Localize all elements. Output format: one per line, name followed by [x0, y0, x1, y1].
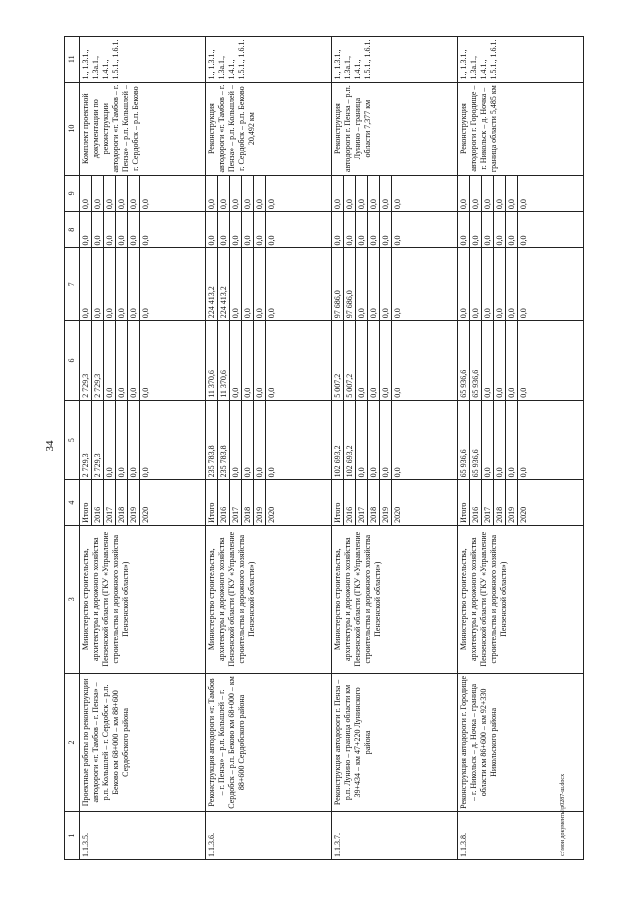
funding-value: 0,0 [254, 176, 266, 211]
funding-value: 0,0 [458, 212, 470, 247]
year-label: 2020 [141, 506, 150, 523]
year-label: 2016 [344, 480, 356, 524]
measure-name: Проектные работы по реконструкции автодороги «г. Тамбов – г. Пенза» – р.п. Кольшлей – г. Сердобск – р.п. Беково км 68+000 – км 88+600 Сердобского района [80, 673, 206, 812]
funding-c7 [206, 248, 332, 321]
funding-value: 0,0 [393, 467, 402, 478]
year-label: 2019 [380, 480, 392, 524]
funding-value: 2 729,3 [80, 401, 92, 480]
page-number: 34 [44, 440, 56, 452]
funding-value: 0,0 [506, 401, 518, 480]
funding-value: 65 936,6 [470, 321, 482, 400]
funding-value: 0,0 [393, 199, 402, 210]
funding-c8 [332, 212, 458, 248]
funding-value: 65 936,6 [458, 401, 470, 480]
year-label: 2016 [92, 480, 104, 524]
funding-value: 0,0 [368, 212, 380, 247]
funding-value: 0,0 [206, 212, 218, 247]
funding-value: 0,0 [80, 212, 92, 247]
funding-c9 [458, 175, 584, 211]
expected-result: Реконструкция автодороги г. Городище – г. Никольск – д. Ночка – граница области 5,485 км [458, 82, 584, 175]
funding-value: 0,0 [506, 248, 518, 320]
funding-value: 5 007,2 [332, 321, 344, 400]
header-col-10: 10 [65, 82, 80, 175]
funding-value: 0,0 [128, 248, 140, 320]
funding-value: 235 783,8 [218, 401, 230, 480]
funding-value: 0,0 [242, 176, 254, 211]
year-label: 2019 [254, 480, 266, 524]
year-label: Итого [80, 480, 92, 524]
funding-c5 [206, 400, 332, 480]
funding-value: 0,0 [92, 176, 104, 211]
funding-value: 0,0 [344, 176, 356, 211]
year-label: 2020 [267, 506, 276, 523]
funding-value: 0,0 [242, 248, 254, 320]
funding-value: 0,0 [141, 235, 150, 246]
funding-value: 0,0 [368, 401, 380, 480]
funding-value: 0,0 [242, 401, 254, 480]
funding-value: 97 686,0 [332, 248, 344, 320]
funding-value: 0,0 [519, 199, 528, 210]
funding-value: 0,0 [242, 212, 254, 247]
funding-value: 0,0 [141, 467, 150, 478]
year-label: 2017 [356, 480, 368, 524]
funding-value: 0,0 [356, 248, 368, 320]
funding-value: 102 693,2 [344, 401, 356, 480]
year-label: Итого [458, 480, 470, 524]
indicator-refs: 1., 1.3.1., 1.3а.1., 1.4.1., 1.5.1., 1.6.1. [332, 37, 458, 83]
funding-value: 0,0 [141, 387, 150, 398]
funding-value: 0,0 [470, 176, 482, 211]
funding-value: 0,0 [104, 176, 116, 211]
year-label: Итого [206, 480, 218, 524]
funding-c9 [332, 175, 458, 211]
funding-c7 [458, 248, 584, 321]
indicator-refs: 1., 1.3.1., 1.3а.1., 1.4.1., 1.5.1., 1.6.1. [458, 37, 584, 83]
funding-value: 5 007,2 [344, 321, 356, 400]
year-cell [206, 480, 332, 525]
header-col-2: 2 [65, 673, 80, 812]
expected-result: Реконструкция автодороги г. Пенза – р.п. Лунино – граница области 7,377 км [332, 82, 458, 175]
funding-c6 [80, 321, 206, 401]
funding-value: 0,0 [380, 321, 392, 400]
funding-value: 0,0 [356, 176, 368, 211]
funding-value: 0,0 [230, 212, 242, 247]
footer-file-path: c:\мои документы\p0287-ш.docx [560, 773, 566, 856]
funding-value: 0,0 [141, 199, 150, 210]
funding-value: 0,0 [380, 401, 392, 480]
funding-value: 0,0 [470, 212, 482, 247]
funding-value: 0,0 [242, 321, 254, 400]
year-label: 2020 [519, 506, 528, 523]
year-cell [332, 480, 458, 525]
funding-value: 0,0 [458, 176, 470, 211]
funding-value: 0,0 [368, 321, 380, 400]
year-label: Итого [332, 480, 344, 524]
funding-value: 0,0 [368, 248, 380, 320]
funding-c9 [80, 175, 206, 211]
program-table [64, 36, 584, 860]
year-label: 2018 [116, 480, 128, 524]
funding-value: 0,0 [482, 401, 494, 480]
year-label: 2020 [393, 506, 402, 523]
header-col-5: 5 [65, 400, 80, 480]
funding-c5 [80, 400, 206, 480]
funding-value: 0,0 [482, 212, 494, 247]
year-cell [458, 480, 584, 525]
funding-value: 0,0 [332, 176, 344, 211]
funding-value: 0,0 [267, 199, 276, 210]
funding-value: 0,0 [104, 212, 116, 247]
table-body [80, 37, 584, 860]
row-number: 1.1.3.5. [80, 812, 206, 860]
funding-value: 0,0 [230, 248, 242, 320]
funding-value: 0,0 [506, 321, 518, 400]
funding-value: 0,0 [116, 212, 128, 247]
funding-value: 0,0 [128, 212, 140, 247]
funding-value: 11 370,6 [218, 321, 230, 400]
funding-value: 0,0 [494, 321, 506, 400]
table-row [80, 37, 206, 860]
funding-value: 0,0 [519, 235, 528, 246]
funding-c7 [332, 248, 458, 321]
funding-value: 0,0 [92, 212, 104, 247]
funding-value: 0,0 [116, 321, 128, 400]
header-col-1: 1 [65, 812, 80, 860]
funding-value: 0,0 [458, 248, 470, 320]
funding-value: 0,0 [494, 248, 506, 320]
funding-value: 0,0 [267, 467, 276, 478]
funding-value: 0,0 [218, 176, 230, 211]
header-col-4: 4 [65, 480, 80, 525]
header-col-7: 7 [65, 248, 80, 321]
funding-value: 0,0 [494, 212, 506, 247]
funding-value: 0,0 [206, 176, 218, 211]
funding-value: 224 413,2 [206, 248, 218, 320]
funding-value: 0,0 [356, 212, 368, 247]
funding-value: 0,0 [393, 387, 402, 398]
executor: Министерство строительства, архитектуры и дорожного хозяйства Пензенской области (ГКУ «Управление строительства и дорожного хозяйства Пензенской области») [206, 525, 332, 673]
funding-value: 0,0 [267, 308, 276, 319]
header-col-3: 3 [65, 525, 80, 673]
funding-c8 [80, 212, 206, 248]
funding-value: 0,0 [344, 212, 356, 247]
funding-value: 0,0 [519, 467, 528, 478]
row-number: 1.1.3.7. [332, 812, 458, 860]
funding-value: 0,0 [506, 176, 518, 211]
funding-c7 [80, 248, 206, 321]
funding-value: 0,0 [356, 401, 368, 480]
funding-value: 0,0 [506, 212, 518, 247]
funding-value: 2 729,3 [92, 401, 104, 480]
funding-value: 0,0 [116, 176, 128, 211]
program-table-wrapper [64, 36, 584, 860]
header-col-11: 11 [65, 37, 80, 83]
funding-value: 102 693,2 [332, 401, 344, 480]
year-label: 2019 [128, 480, 140, 524]
funding-value: 0,0 [393, 235, 402, 246]
funding-value: 0,0 [254, 248, 266, 320]
funding-value: 0,0 [104, 248, 116, 320]
expected-result: Реконструкция автодороги «г. Тамбов – г. Пенза» – р.п. Кольшлей – г. Сердобск – р.п. Беково 20,492 км [206, 82, 332, 175]
funding-value: 0,0 [368, 176, 380, 211]
funding-c5 [458, 400, 584, 480]
funding-value: 0,0 [116, 248, 128, 320]
year-cell [80, 480, 206, 525]
funding-value: 0,0 [128, 401, 140, 480]
year-label: 2016 [470, 480, 482, 524]
funding-value: 0,0 [230, 321, 242, 400]
funding-value: 0,0 [380, 176, 392, 211]
funding-value: 0,0 [393, 308, 402, 319]
measure-name: Реконструкция автодороги «г. Тамбов – г. Пенза» – р.п. Кольшлей – г. Сердобск – р.п. Беково км 68+000 – км 88+600 Сердобского района [206, 673, 332, 812]
header-col-6: 6 [65, 321, 80, 401]
funding-value: 0,0 [128, 176, 140, 211]
funding-value: 0,0 [80, 176, 92, 211]
year-label: 2018 [494, 480, 506, 524]
funding-value: 0,0 [218, 212, 230, 247]
executor: Министерство строительства, архитектуры и дорожного хозяйства Пензенской области (ГКУ «Управление строительства и дорожного хозяйства Пензенской области») [332, 525, 458, 673]
funding-value: 235 783,8 [206, 401, 218, 480]
funding-value: 2 729,3 [92, 321, 104, 400]
funding-value: 2 729,3 [80, 321, 92, 400]
row-number: 1.1.3.8. [458, 812, 584, 860]
funding-value: 0,0 [267, 387, 276, 398]
funding-value: 0,0 [230, 176, 242, 211]
year-label: 2018 [368, 480, 380, 524]
funding-value: 0,0 [470, 248, 482, 320]
funding-value: 0,0 [104, 321, 116, 400]
year-label: 2017 [482, 480, 494, 524]
funding-c6 [332, 321, 458, 401]
indicator-refs: 1., 1.3.1., 1.3а.1., 1.4.1., 1.5.1., 1.6.1. [206, 37, 332, 83]
indicator-refs: 1., 1.3.1., 1.3а.1., 1.4.1., 1.5.1., 1.6.1. [80, 37, 206, 83]
funding-value: 0,0 [494, 176, 506, 211]
table-row [458, 37, 584, 860]
measure-name: Реконструкция автодороги г. Пенза – р.п. Лунино – граница области км 39+434 – км 47+220 Лунинского района [332, 673, 458, 812]
executor: Министерство строительства, архитектуры и дорожного хозяйства Пензенской области (ГКУ «Управление строительства и дорожного хозяйства Пензенской области») [80, 525, 206, 673]
funding-value: 0,0 [254, 321, 266, 400]
funding-c9 [206, 175, 332, 211]
year-label: 2017 [230, 480, 242, 524]
funding-value: 0,0 [482, 176, 494, 211]
funding-value: 0,0 [482, 248, 494, 320]
header-col-9: 9 [65, 175, 80, 211]
year-label: 2018 [242, 480, 254, 524]
funding-value: 0,0 [482, 321, 494, 400]
funding-value: 11 370,6 [206, 321, 218, 400]
funding-value: 0,0 [254, 401, 266, 480]
funding-value: 0,0 [92, 248, 104, 320]
row-number: 1.1.3.6. [206, 812, 332, 860]
funding-value: 0,0 [116, 401, 128, 480]
funding-value: 97 686,0 [344, 248, 356, 320]
funding-c8 [206, 212, 332, 248]
funding-value: 224 413,2 [218, 248, 230, 320]
funding-value: 0,0 [380, 212, 392, 247]
expected-result: Комплект проектной документации по реконструкции автодороги «г. Тамбов – г. Пенза» – р.п. Кольшлей – г. Сердобск – р.п. Беково [80, 82, 206, 175]
funding-value: 0,0 [332, 212, 344, 247]
table-row [332, 37, 458, 860]
measure-name: Реконструкция автодороги г. Городище – г. Никольск – д. Ночка – граница области км 86+600 – км 92+330 Никольского района [458, 673, 584, 812]
funding-value: 0,0 [254, 212, 266, 247]
funding-c8 [458, 212, 584, 248]
funding-value: 65 936,6 [458, 321, 470, 400]
table-row [206, 37, 332, 860]
funding-value: 0,0 [80, 248, 92, 320]
funding-c5 [332, 400, 458, 480]
funding-value: 0,0 [104, 401, 116, 480]
funding-value: 0,0 [380, 248, 392, 320]
funding-value: 0,0 [519, 387, 528, 398]
funding-value: 0,0 [494, 401, 506, 480]
funding-value: 0,0 [128, 321, 140, 400]
funding-value: 0,0 [356, 321, 368, 400]
header-col-8: 8 [65, 212, 80, 248]
funding-value: 0,0 [267, 235, 276, 246]
funding-value: 0,0 [519, 308, 528, 319]
funding-value: 0,0 [230, 401, 242, 480]
funding-c6 [206, 321, 332, 401]
funding-c6 [458, 321, 584, 401]
year-label: 2017 [104, 480, 116, 524]
year-label: 2016 [218, 480, 230, 524]
header-row [65, 37, 80, 860]
funding-value: 0,0 [141, 308, 150, 319]
funding-value: 65 936,6 [470, 401, 482, 480]
executor: Министерство строительства, архитектуры и дорожного хозяйства Пензенской области (ГКУ «Управление строительства и дорожного хозяйства Пензенской области») [458, 525, 584, 673]
year-label: 2019 [506, 480, 518, 524]
